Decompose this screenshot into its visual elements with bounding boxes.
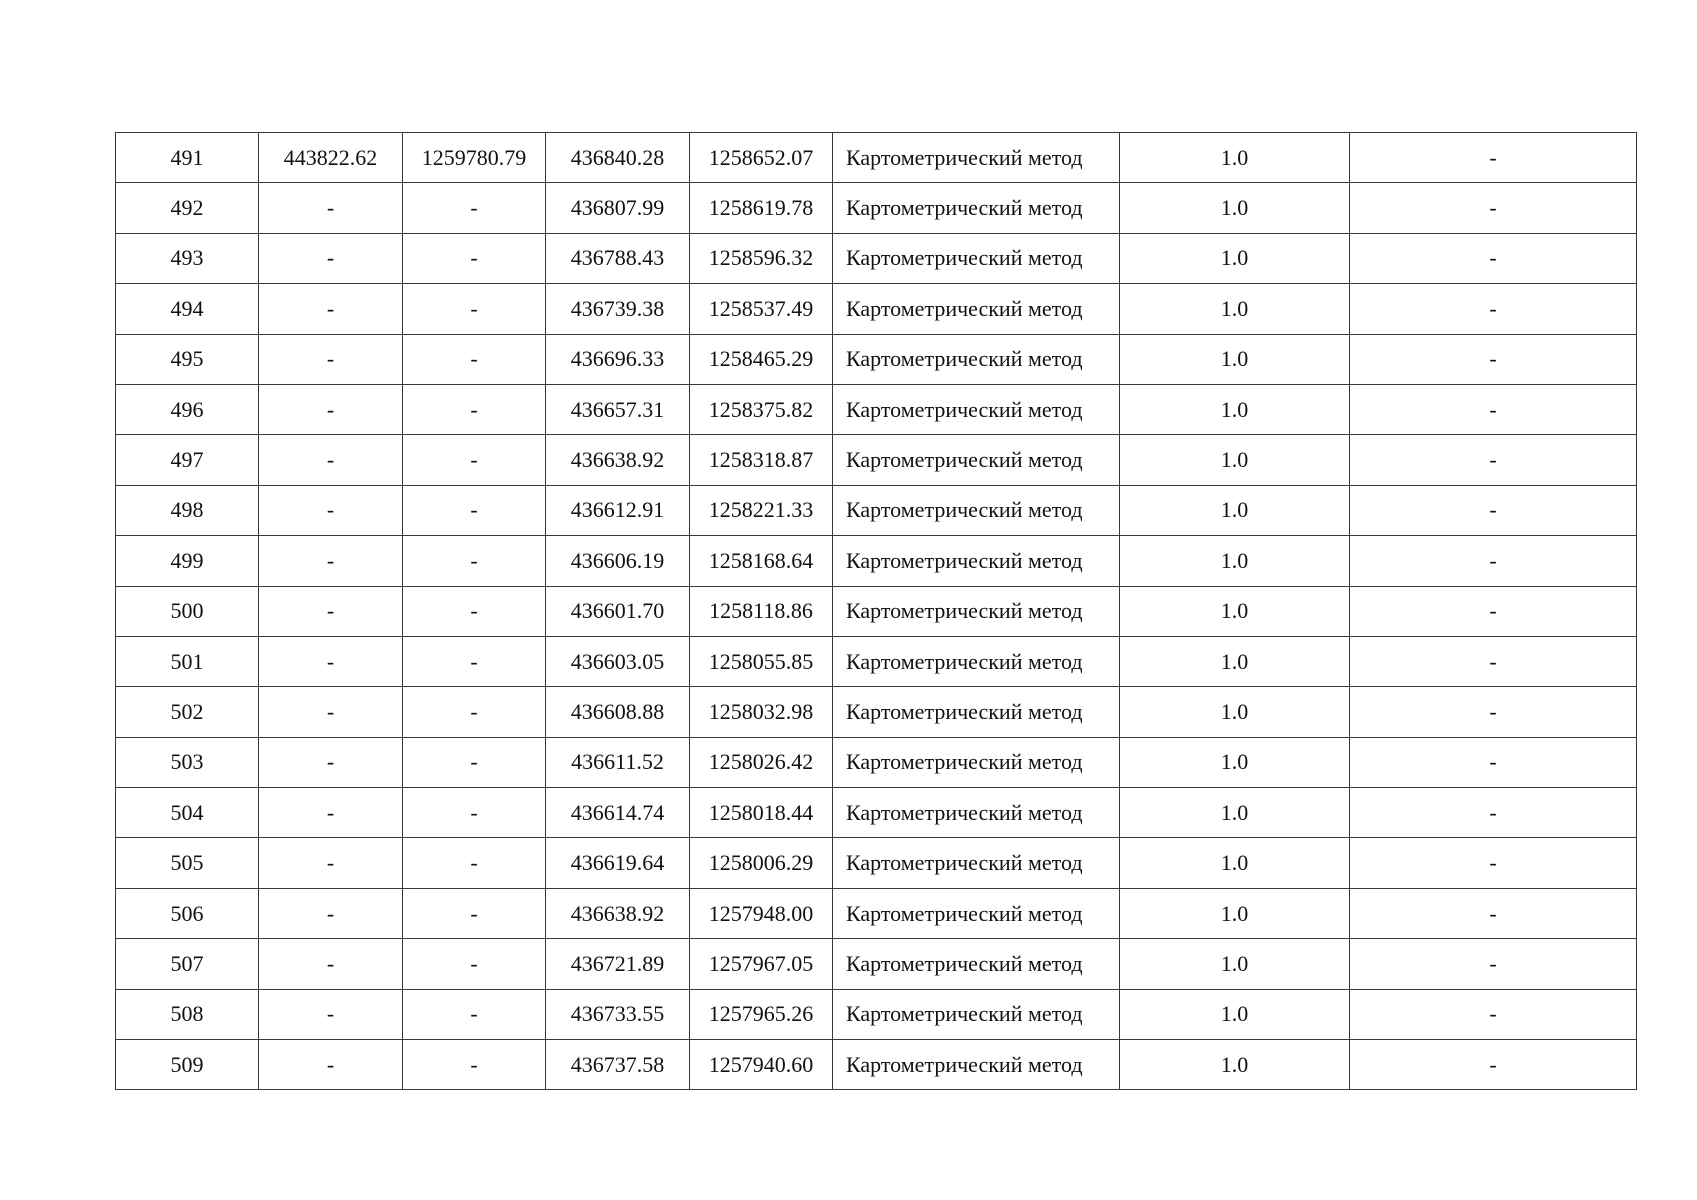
table-row <box>116 939 1637 989</box>
note-cell: - <box>1350 838 1637 888</box>
old-x-cell: - <box>259 939 403 989</box>
note-cell: - <box>1350 636 1637 686</box>
accuracy-cell: 1.0 <box>1120 435 1350 485</box>
note-cell: - <box>1350 284 1637 334</box>
old-y-cell: - <box>403 334 546 384</box>
point-number-cell: 504 <box>116 788 259 838</box>
old-y-cell: - <box>403 989 546 1039</box>
accuracy-cell: 1.0 <box>1120 284 1350 334</box>
method-cell: Картометрический метод <box>833 233 1120 283</box>
old-x-cell: - <box>259 687 403 737</box>
new-y-cell: 1257965.26 <box>690 989 833 1039</box>
new-x-cell: 436840.28 <box>546 133 690 183</box>
note-cell: - <box>1350 384 1637 434</box>
accuracy-cell: 1.0 <box>1120 939 1350 989</box>
accuracy-cell: 1.0 <box>1120 586 1350 636</box>
method-cell: Картометрический метод <box>833 636 1120 686</box>
old-x-cell: - <box>259 989 403 1039</box>
table-row <box>116 788 1637 838</box>
accuracy-cell: 1.0 <box>1120 636 1350 686</box>
old-y-cell: - <box>403 435 546 485</box>
new-x-cell: 436721.89 <box>546 939 690 989</box>
new-y-cell: 1257948.00 <box>690 888 833 938</box>
table-row <box>116 435 1637 485</box>
old-y-cell: 1259780.79 <box>403 133 546 183</box>
new-x-cell: 436638.92 <box>546 888 690 938</box>
table-row <box>116 687 1637 737</box>
new-x-cell: 436638.92 <box>546 435 690 485</box>
note-cell: - <box>1350 435 1637 485</box>
note-cell: - <box>1350 133 1637 183</box>
point-number-cell: 509 <box>116 1040 259 1090</box>
note-cell: - <box>1350 183 1637 233</box>
old-x-cell: - <box>259 838 403 888</box>
old-x-cell: - <box>259 788 403 838</box>
old-x-cell: - <box>259 334 403 384</box>
accuracy-cell: 1.0 <box>1120 485 1350 535</box>
method-cell: Картометрический метод <box>833 536 1120 586</box>
method-cell: Картометрический метод <box>833 888 1120 938</box>
new-y-cell: 1258537.49 <box>690 284 833 334</box>
table-row <box>116 183 1637 233</box>
old-y-cell: - <box>403 687 546 737</box>
old-y-cell: - <box>403 536 546 586</box>
old-y-cell: - <box>403 384 546 434</box>
point-number-cell: 492 <box>116 183 259 233</box>
new-y-cell: 1258375.82 <box>690 384 833 434</box>
method-cell: Картометрический метод <box>833 133 1120 183</box>
new-y-cell: 1258118.86 <box>690 586 833 636</box>
new-x-cell: 436611.52 <box>546 737 690 787</box>
new-x-cell: 436619.64 <box>546 838 690 888</box>
table-row <box>116 233 1637 283</box>
old-y-cell: - <box>403 284 546 334</box>
new-x-cell: 436807.99 <box>546 183 690 233</box>
old-y-cell: - <box>403 838 546 888</box>
new-x-cell: 436601.70 <box>546 586 690 636</box>
point-number-cell: 497 <box>116 435 259 485</box>
new-x-cell: 436739.38 <box>546 284 690 334</box>
accuracy-cell: 1.0 <box>1120 536 1350 586</box>
old-x-cell: - <box>259 233 403 283</box>
note-cell: - <box>1350 939 1637 989</box>
point-number-cell: 494 <box>116 284 259 334</box>
old-x-cell: - <box>259 536 403 586</box>
point-number-cell: 496 <box>116 384 259 434</box>
point-number-cell: 507 <box>116 939 259 989</box>
old-x-cell: - <box>259 586 403 636</box>
point-number-cell: 506 <box>116 888 259 938</box>
new-y-cell: 1258026.42 <box>690 737 833 787</box>
accuracy-cell: 1.0 <box>1120 334 1350 384</box>
note-cell: - <box>1350 687 1637 737</box>
new-x-cell: 436608.88 <box>546 687 690 737</box>
new-x-cell: 436657.31 <box>546 384 690 434</box>
new-x-cell: 436696.33 <box>546 334 690 384</box>
old-y-cell: - <box>403 788 546 838</box>
old-x-cell: - <box>259 384 403 434</box>
old-y-cell: - <box>403 888 546 938</box>
note-cell: - <box>1350 233 1637 283</box>
table-row <box>116 737 1637 787</box>
new-y-cell: 1258055.85 <box>690 636 833 686</box>
point-number-cell: 500 <box>116 586 259 636</box>
table-row <box>116 284 1637 334</box>
note-cell: - <box>1350 536 1637 586</box>
table-row <box>116 334 1637 384</box>
table-row <box>116 636 1637 686</box>
accuracy-cell: 1.0 <box>1120 788 1350 838</box>
method-cell: Картометрический метод <box>833 989 1120 1039</box>
method-cell: Картометрический метод <box>833 485 1120 535</box>
coordinates-table <box>115 132 1637 1090</box>
new-y-cell: 1258006.29 <box>690 838 833 888</box>
method-cell: Картометрический метод <box>833 284 1120 334</box>
method-cell: Картометрический метод <box>833 788 1120 838</box>
new-y-cell: 1257967.05 <box>690 939 833 989</box>
new-x-cell: 436788.43 <box>546 233 690 283</box>
point-number-cell: 505 <box>116 838 259 888</box>
table-row <box>116 133 1637 183</box>
new-x-cell: 436737.58 <box>546 1040 690 1090</box>
method-cell: Картометрический метод <box>833 1040 1120 1090</box>
accuracy-cell: 1.0 <box>1120 888 1350 938</box>
new-y-cell: 1258596.32 <box>690 233 833 283</box>
point-number-cell: 495 <box>116 334 259 384</box>
new-x-cell: 436612.91 <box>546 485 690 535</box>
old-x-cell: - <box>259 1040 403 1090</box>
table-row <box>116 1040 1637 1090</box>
note-cell: - <box>1350 989 1637 1039</box>
method-cell: Картометрический метод <box>833 838 1120 888</box>
old-y-cell: - <box>403 485 546 535</box>
old-x-cell: - <box>259 737 403 787</box>
old-x-cell: - <box>259 435 403 485</box>
new-x-cell: 436606.19 <box>546 536 690 586</box>
new-y-cell: 1258465.29 <box>690 334 833 384</box>
method-cell: Картометрический метод <box>833 183 1120 233</box>
note-cell: - <box>1350 586 1637 636</box>
method-cell: Картометрический метод <box>833 334 1120 384</box>
old-y-cell: - <box>403 233 546 283</box>
table-row <box>116 989 1637 1039</box>
accuracy-cell: 1.0 <box>1120 1040 1350 1090</box>
method-cell: Картометрический метод <box>833 586 1120 636</box>
table-row <box>116 536 1637 586</box>
accuracy-cell: 1.0 <box>1120 183 1350 233</box>
new-x-cell: 436614.74 <box>546 788 690 838</box>
table-row <box>116 888 1637 938</box>
note-cell: - <box>1350 485 1637 535</box>
method-cell: Картометрический метод <box>833 384 1120 434</box>
accuracy-cell: 1.0 <box>1120 133 1350 183</box>
method-cell: Картометрический метод <box>833 737 1120 787</box>
accuracy-cell: 1.0 <box>1120 384 1350 434</box>
method-cell: Картометрический метод <box>833 687 1120 737</box>
note-cell: - <box>1350 1040 1637 1090</box>
point-number-cell: 502 <box>116 687 259 737</box>
new-x-cell: 436733.55 <box>546 989 690 1039</box>
new-y-cell: 1257940.60 <box>690 1040 833 1090</box>
note-cell: - <box>1350 334 1637 384</box>
new-x-cell: 436603.05 <box>546 636 690 686</box>
old-x-cell: - <box>259 485 403 535</box>
point-number-cell: 499 <box>116 536 259 586</box>
point-number-cell: 493 <box>116 233 259 283</box>
table-row <box>116 838 1637 888</box>
point-number-cell: 491 <box>116 133 259 183</box>
point-number-cell: 503 <box>116 737 259 787</box>
accuracy-cell: 1.0 <box>1120 989 1350 1039</box>
point-number-cell: 508 <box>116 989 259 1039</box>
table-row <box>116 586 1637 636</box>
accuracy-cell: 1.0 <box>1120 233 1350 283</box>
new-y-cell: 1258652.07 <box>690 133 833 183</box>
table-row <box>116 384 1637 434</box>
old-y-cell: - <box>403 939 546 989</box>
old-x-cell: - <box>259 888 403 938</box>
old-y-cell: - <box>403 1040 546 1090</box>
old-x-cell: 443822.62 <box>259 133 403 183</box>
old-x-cell: - <box>259 284 403 334</box>
note-cell: - <box>1350 737 1637 787</box>
note-cell: - <box>1350 888 1637 938</box>
table-body <box>116 133 1637 1090</box>
accuracy-cell: 1.0 <box>1120 838 1350 888</box>
old-x-cell: - <box>259 183 403 233</box>
new-y-cell: 1258032.98 <box>690 687 833 737</box>
method-cell: Картометрический метод <box>833 435 1120 485</box>
point-number-cell: 498 <box>116 485 259 535</box>
old-y-cell: - <box>403 183 546 233</box>
old-x-cell: - <box>259 636 403 686</box>
note-cell: - <box>1350 788 1637 838</box>
old-y-cell: - <box>403 586 546 636</box>
accuracy-cell: 1.0 <box>1120 737 1350 787</box>
new-y-cell: 1258018.44 <box>690 788 833 838</box>
new-y-cell: 1258619.78 <box>690 183 833 233</box>
new-y-cell: 1258221.33 <box>690 485 833 535</box>
accuracy-cell: 1.0 <box>1120 687 1350 737</box>
method-cell: Картометрический метод <box>833 939 1120 989</box>
point-number-cell: 501 <box>116 636 259 686</box>
table-row <box>116 485 1637 535</box>
old-y-cell: - <box>403 737 546 787</box>
new-y-cell: 1258168.64 <box>690 536 833 586</box>
old-y-cell: - <box>403 636 546 686</box>
new-y-cell: 1258318.87 <box>690 435 833 485</box>
